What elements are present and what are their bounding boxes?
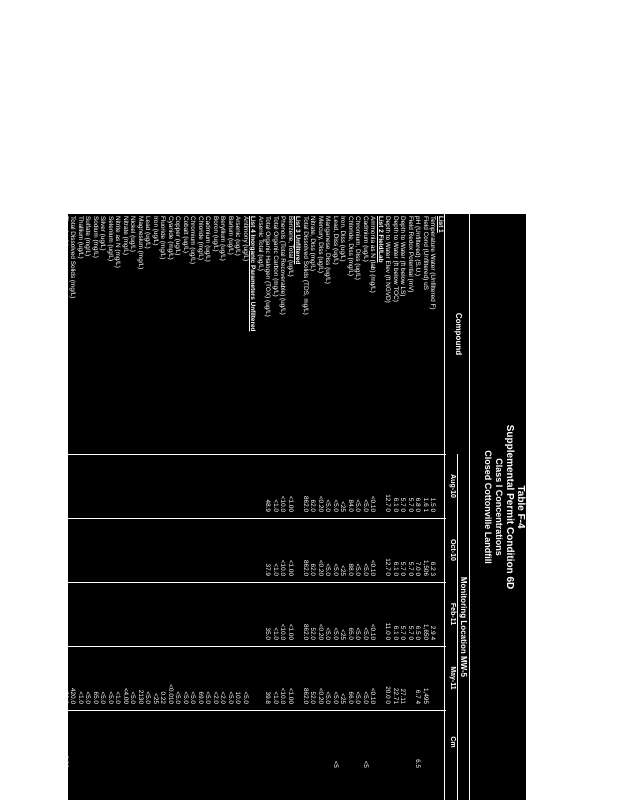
cell-value: 22.71 [392, 688, 399, 704]
table-row [227, 214, 235, 800]
cell-value: <0.10 [369, 687, 377, 704]
cell-value: <5.0 [84, 691, 92, 704]
location-header: Monitoring Location MW-5 [457, 454, 468, 800]
cell-value: <2.0 [212, 691, 219, 704]
cell-value: 37.9 [264, 563, 272, 576]
compound-name: Fluoride (mg/L) [159, 216, 167, 260]
cell-value: <5.0 [332, 627, 339, 640]
column-header: Feb-11 [449, 602, 456, 626]
table-section-row [294, 214, 302, 800]
compound-header: Compound [454, 312, 463, 356]
cell-value: <4.00 [122, 687, 129, 704]
compound-name: Ammonia as N (lab) (mg/L) [369, 216, 377, 293]
compound-name: Manganese, Diss (ug/L) [324, 216, 332, 284]
cell-value: 65.0 [92, 691, 99, 704]
compound-name: Temperature Water (Unfiltered F) [429, 216, 437, 310]
cell-value: <2.0 [219, 691, 227, 704]
compound-name: Lead (ug/L) [144, 216, 152, 249]
compound-name: Lead, Diss (ug/L) [332, 216, 339, 265]
cell-value: <25 [152, 693, 159, 704]
cell-value: <5.0 [227, 691, 234, 704]
cell-value: 69.0 [197, 691, 204, 704]
compound-name: Arsenic (ug/L) [234, 216, 242, 256]
cell-value: <5.0 [144, 691, 152, 704]
table-header [444, 214, 470, 800]
cell-value: <5.0 [362, 691, 369, 704]
cell-value: <5.0 [354, 627, 362, 640]
compound-name: Nitrite as N (mg/L) [114, 216, 122, 268]
cell-value: <5.0 [182, 691, 189, 704]
cell-value: <25 [339, 501, 347, 512]
table-row [339, 214, 347, 800]
table-titles [474, 214, 526, 800]
compound-name: List 4 Inorganic Parameters Unfiltered [249, 216, 257, 332]
cell-value: <5.0 [324, 691, 332, 704]
compound-name: Benzene, Total (ug/L) [287, 216, 294, 277]
cell-value: 10.0 [234, 691, 242, 704]
compound-name: Zinc (ug/L) [62, 216, 69, 247]
cell-value: 12.7 0 [384, 558, 392, 576]
table-row [399, 214, 407, 800]
cell-value: 6.8 0 [414, 497, 422, 512]
cell-value: <0.10 [369, 623, 377, 640]
cell-value: 65.0 [347, 627, 354, 640]
cell-value: <5.0 [107, 691, 114, 704]
cell-value: 862.0 [302, 560, 309, 576]
column-header: May-11 [449, 666, 456, 690]
compound-name: Nickel (ug/L) [129, 216, 137, 252]
table-row [302, 214, 310, 800]
compound-name: List 3 Unfiltered [294, 216, 302, 265]
cell-value: 11.0 0 [384, 622, 392, 640]
compound-name: Chromium (ug/L) [189, 216, 197, 264]
compound-name: Field Cond (Unfiltered) uS [422, 216, 429, 290]
table-section-row [437, 214, 445, 800]
compound-name: Mercury, Diss (ug/L) [317, 216, 324, 274]
table-row [174, 214, 182, 800]
cell-value: <0.010 [167, 684, 174, 704]
table-number: Table F-4 [515, 485, 526, 529]
cell-value: <10.0 [279, 623, 287, 640]
table-row [392, 214, 400, 800]
cell-value: 1,650 [422, 624, 429, 640]
cell-value: <5 [362, 760, 369, 768]
cell-value: 1.6 1 [422, 497, 429, 512]
table-site: Closed Cottonville Landfill [483, 450, 493, 564]
compound-name: Cadmium (ug/L) [204, 216, 212, 262]
table-row [279, 214, 287, 800]
compound-name: Total Organic Halogen (TOX) (ug/L) [264, 216, 272, 317]
table-row [107, 214, 115, 800]
cell-value: 420.0 [69, 688, 77, 704]
cell-value: 862.0 [302, 624, 309, 640]
table-row [129, 214, 137, 800]
table-row [204, 214, 212, 800]
cell-value: <5.0 [129, 691, 137, 704]
cell-value: 5.7 0 [407, 497, 414, 512]
rotated-table [62, 214, 526, 800]
cell-value: 5.7 0 [399, 625, 407, 640]
compound-name: Antimony (ug/L) [242, 216, 249, 262]
table-row [422, 214, 430, 800]
table-row [324, 214, 332, 800]
cell-value: <25 [339, 629, 347, 640]
table-row [167, 214, 175, 800]
cell-value: <5 [332, 760, 339, 768]
table-row [369, 214, 377, 800]
cell-value: <5.0 [324, 563, 332, 576]
table-row [384, 214, 392, 800]
cell-value: 1,506 [422, 560, 429, 576]
cell-value: 52.0 [309, 691, 317, 704]
compound-name: Cobalt (ug/L) [182, 216, 189, 253]
cell-value: 6.1 0 [392, 561, 399, 576]
table-row [159, 214, 167, 800]
cell-value: <5.0 [189, 691, 197, 704]
compound-name: Barium (ug/L) [227, 216, 234, 255]
compound-name: Copper (ug/L) [174, 216, 182, 256]
compound-name: Chloride, Diss (mg/L) [347, 216, 354, 277]
cell-value: <1.0 [114, 691, 122, 704]
compound-name: Total Organic Carbon (mg/L) [272, 216, 279, 297]
cell-value: 66.0 [347, 691, 354, 704]
table-row [264, 214, 272, 800]
cell-value: 0.22 [159, 691, 167, 704]
compound-name: Silver (ug/L) [99, 216, 107, 251]
table-row [287, 214, 295, 800]
cell-value: <0.20 [317, 623, 324, 640]
cell-value: <20.0 [62, 687, 69, 704]
table-row [332, 214, 340, 800]
compound-name: Chromium, Diss (ug/L) [354, 216, 362, 280]
cell-value: 862.0 [302, 688, 309, 704]
compound-name: Field Redox Potential (mV) [407, 216, 414, 293]
table-row [212, 214, 220, 800]
cell-value: <5.0 [362, 499, 369, 512]
table-section-row [377, 214, 385, 800]
cell-value: <0.20 [317, 559, 324, 576]
cell-value: 48.9 [264, 499, 272, 512]
cell-value: <0.10 [369, 559, 377, 576]
scanned-table-page [62, 214, 526, 800]
compound-name: Chloride (mg/L) [197, 216, 204, 261]
table-row [182, 214, 190, 800]
cell-value: <5.0 [362, 563, 369, 576]
table-row [69, 214, 77, 800]
cell-value: 12.7 0 [384, 494, 392, 512]
compound-name: Thallium (ug/L) [77, 216, 84, 259]
cell-value: 39.8 [264, 691, 272, 704]
cell-value: 6.7 4 [414, 689, 422, 704]
cell-value: <1.00 [287, 559, 294, 576]
table-row [234, 214, 242, 800]
cell-value: 62.0 [309, 563, 317, 576]
table-row [309, 214, 317, 800]
table-row [77, 214, 85, 800]
compound-name: Cyanide (mg/L) [167, 216, 174, 260]
cell-value: <5.0 [362, 627, 369, 640]
column-header: Oct-10 [449, 539, 456, 561]
column-header: Cm [449, 736, 456, 748]
cell-value: <1.00 [287, 687, 294, 704]
cell-value: <0.20 [317, 687, 324, 704]
cell-value: <25 [339, 565, 347, 576]
table-title: Supplemental Permit Condition 6D [504, 424, 515, 590]
cell-value: <1.00 [287, 495, 294, 512]
table-row [219, 214, 227, 800]
compound-name: Sulfate (mg/L) [84, 216, 92, 257]
cell-value: 35.0 [264, 627, 272, 640]
table-row [354, 214, 362, 800]
compound-name: Nitrate, Diss (mg/L) [309, 216, 317, 272]
cell-value: 862.0 [302, 496, 309, 512]
cell-value: 1.5 0 [429, 497, 437, 512]
cell-value: <5.0 [354, 563, 362, 576]
compound-name: List 1 [437, 216, 444, 233]
compound-name: Phenols (Total Recoverable) (ug/L) [279, 216, 287, 315]
compound-name: Selenium (ug/L) [107, 216, 114, 262]
table-row [242, 214, 250, 800]
compound-name: Total Dissolved Solids (mg/L) [69, 216, 77, 299]
cell-value: <1.0 [77, 691, 84, 704]
table-row [137, 214, 145, 800]
compound-name: Magnesium (mg/L) [137, 216, 144, 270]
cell-value: 5.7 0 [399, 497, 407, 512]
cell-value: <5.0 [242, 691, 249, 704]
cell-value: 2.9 4 [429, 625, 437, 640]
cell-value: <1.0 [272, 627, 279, 640]
cell-value: 6.1 0 [392, 497, 399, 512]
cell-value: 2130 [137, 689, 144, 704]
compound-name: Depth to Water (ft below LS) [399, 216, 407, 297]
compound-name: Arsenic Total (ug/L) [257, 216, 264, 271]
cell-value: <1.0 [272, 499, 279, 512]
cell-value: <10.0 [279, 495, 287, 512]
compound-name: Depth to Water Elev (ft NGVD) [384, 216, 392, 303]
cell-value: 84.0 [347, 499, 354, 512]
cell-value: <5.0 [204, 691, 212, 704]
cell-value: <5.0 [332, 563, 339, 576]
cell-value: <10.0 [279, 559, 287, 576]
compound-name: List 2 Field/Lab [377, 216, 384, 263]
cell-value: <5.0 [354, 499, 362, 512]
cell-value: <5.0 [174, 691, 182, 704]
cell-value: 6.2 3 [429, 561, 437, 576]
cell-value: 6.1 0 [392, 625, 399, 640]
table-row [152, 214, 160, 800]
cell-value: 7.0 0 [414, 561, 422, 576]
cell-value: 6.5 [414, 759, 422, 768]
cell-value: 88.0 [347, 563, 354, 576]
cell-value: <5.0 [332, 499, 339, 512]
table-row [272, 214, 280, 800]
cell-value: 20.0 0 [384, 686, 392, 704]
table-row [84, 214, 92, 800]
cell-value: 5.7 0 [399, 561, 407, 576]
cell-value: 5.7 0 [407, 561, 414, 576]
cell-value: <10.0 [279, 687, 287, 704]
table-row [114, 214, 122, 800]
table-row [144, 214, 152, 800]
table-row [92, 214, 100, 800]
table-row [407, 214, 415, 800]
cell-value: <0.10 [369, 495, 377, 512]
compound-name: Cadmium (ug/L) [362, 216, 369, 262]
table-row [414, 214, 422, 800]
table-row [347, 214, 355, 800]
cell-value: <1.0 [272, 691, 279, 704]
table-row [122, 214, 130, 800]
column-header: Aug-10 [449, 474, 456, 498]
table-row [429, 214, 437, 800]
cell-value: <1.0 [272, 563, 279, 576]
compound-name: Iron, Diss (ug/L) [339, 216, 347, 262]
table-row [62, 214, 70, 800]
cell-value: 1,495 [422, 688, 429, 704]
compound-name: Depth to Water (ft below TOC) [392, 216, 399, 302]
cell-value: 6.5 0 [414, 625, 422, 640]
compound-name: Beryllium (ug/L) [219, 216, 227, 261]
cell-value: <5.0 [354, 691, 362, 704]
table-row [362, 214, 370, 800]
table-row [317, 214, 325, 800]
cell-value: <5.0 [332, 691, 339, 704]
cell-value: <5.0 [99, 691, 107, 704]
table-section-row [249, 214, 257, 800]
cell-value: 0.00 [62, 755, 69, 768]
cell-value: <5.0 [324, 499, 332, 512]
table-body [62, 214, 445, 800]
compound-name: Total Dissolved Solids (TDS, mg/L) [302, 216, 309, 315]
cell-value: 5.7 0 [407, 625, 414, 640]
compound-name: Iron (ug/L) [152, 216, 159, 246]
cell-value: 62.0 [309, 499, 317, 512]
cell-value: 52.0 [309, 627, 317, 640]
cell-value: <5.0 [324, 627, 332, 640]
table-subtitle: Class I Concentrations [494, 458, 504, 556]
cell-value: <25 [339, 693, 347, 704]
table-row [99, 214, 107, 800]
compound-name: Nitrate (mg/L) [122, 216, 129, 256]
compound-name: pH (Unfiltered) (S.U.) [414, 216, 422, 277]
compound-name: Sodium (mg/L) [92, 216, 99, 258]
table-row [197, 214, 205, 800]
cell-value: <1.00 [287, 623, 294, 640]
cell-value: <0.20 [317, 495, 324, 512]
table-row [257, 214, 265, 800]
table-row [189, 214, 197, 800]
compound-name: Boron (ug/L) [212, 216, 219, 252]
cell-value: 27.11 [399, 688, 407, 704]
